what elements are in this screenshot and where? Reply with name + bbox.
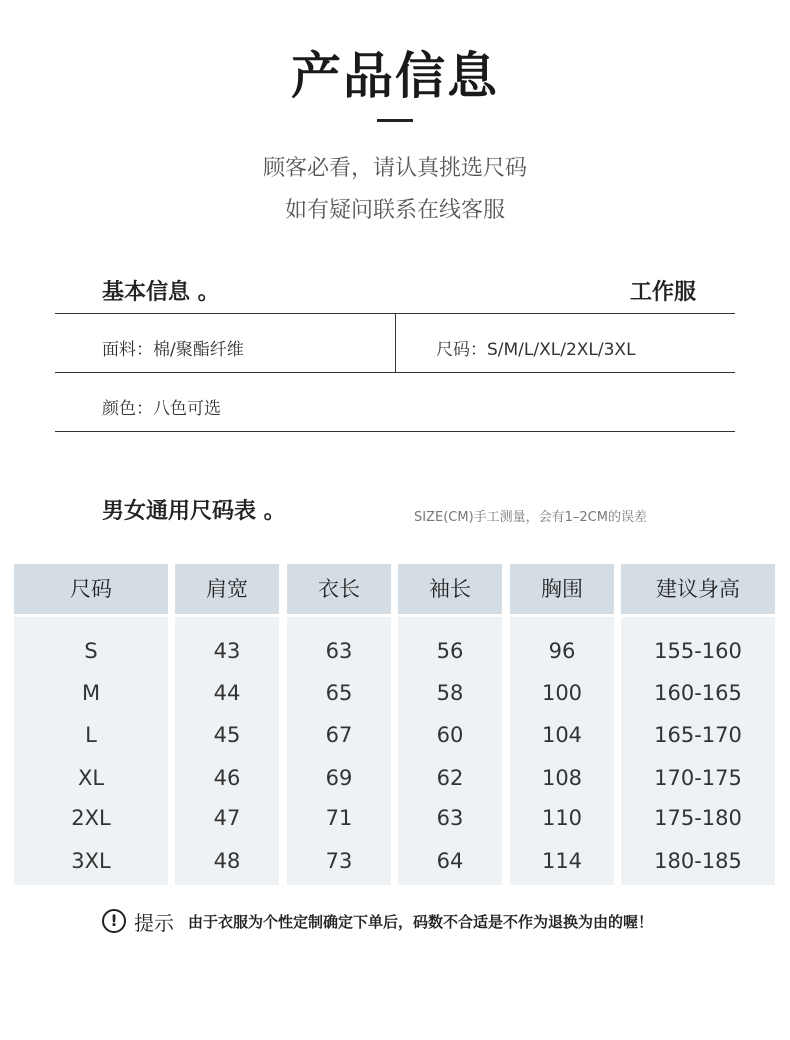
table-cell-shoulder: 45 [213,723,241,747]
table-cell-sleeve: 60 [436,723,464,747]
product-category: 工作服 [629,280,696,305]
table-cell-size: S [84,639,98,663]
column-header-sleeve: 袖长 [398,564,502,614]
table-cell-chest: 114 [541,849,583,873]
table-cell-sleeve: 56 [436,639,464,663]
column-header-height: 建议身高 [621,564,775,614]
table-cell-chest: 104 [541,723,583,747]
table-cell-size: M [81,681,101,705]
notice-text: 由于衣服为个性定制确定下单后，码数不合适是不作为退换为由的喔！ [188,912,654,931]
table-cell-length: 67 [325,723,353,747]
table-cell-size: 3XL [71,849,111,873]
info-divider-bottom [55,431,735,432]
table-cell-sleeve: 58 [436,681,464,705]
table-cell-height: 180-185 [654,849,742,873]
notice [102,906,653,936]
table-cell-shoulder: 44 [213,681,241,705]
color-info: 颜色：八色可选 [102,399,221,419]
table-cell-height: 170-175 [654,766,742,790]
table-cell-height: 155-160 [654,639,742,663]
table-cell-length: 69 [325,766,353,790]
table-cell-size: L [85,723,97,747]
size-info: 尺码：S/M/L/XL/2XL/3XL [436,340,636,360]
table-cell-sleeve: 64 [436,849,464,873]
table-cell-length: 71 [325,806,353,830]
size-table-note: SIZE(CM)手工测量，会有1–2CM的误差 [414,510,647,525]
table-cell-length: 63 [325,639,353,663]
table-cell-shoulder: 48 [213,849,241,873]
table-cell-height: 175-180 [654,806,742,830]
basic-info-title: 基本信息 。 [102,280,220,305]
table-cell-size: 2XL [71,806,111,830]
title-divider [377,119,413,122]
notice-label: 提示 [134,910,174,935]
table-cell-height: 160-165 [654,681,742,705]
table-cell-length: 73 [325,849,353,873]
table-cell-height: 165-170 [654,723,742,747]
table-cell-size: XL [77,766,105,790]
table-cell-sleeve: 63 [436,806,464,830]
table-cell-length: 65 [325,681,353,705]
table-cell-sleeve: 62 [436,766,464,790]
column-header-shoulder: 肩宽 [175,564,279,614]
fabric-info: 面料：棉/聚酯纤维 [102,340,244,360]
table-cell-shoulder: 46 [213,766,241,790]
table-cell-shoulder: 47 [213,806,241,830]
column-header-size: 尺码 [14,564,168,614]
table-cell-shoulder: 43 [213,639,241,663]
table-cell-chest: 110 [541,806,583,830]
table-cell-chest: 96 [548,639,576,663]
exclamation-circle-icon: ! [102,909,126,933]
column-header-chest: 胸围 [510,564,614,614]
info-divider-vertical [395,314,396,372]
info-divider-middle [55,372,735,373]
column-header-length: 衣长 [287,564,391,614]
size-table-title: 男女通用尺码表 。 [102,499,286,524]
table-cell-chest: 100 [541,681,583,705]
table-cell-chest: 108 [541,766,583,790]
subtitle-line-2: 如有疑问联系在线客服 [284,198,505,223]
subtitle-line-1: 顾客必看，请认真挑选尺码 [262,156,527,181]
page-title: 产品信息 [291,47,499,105]
